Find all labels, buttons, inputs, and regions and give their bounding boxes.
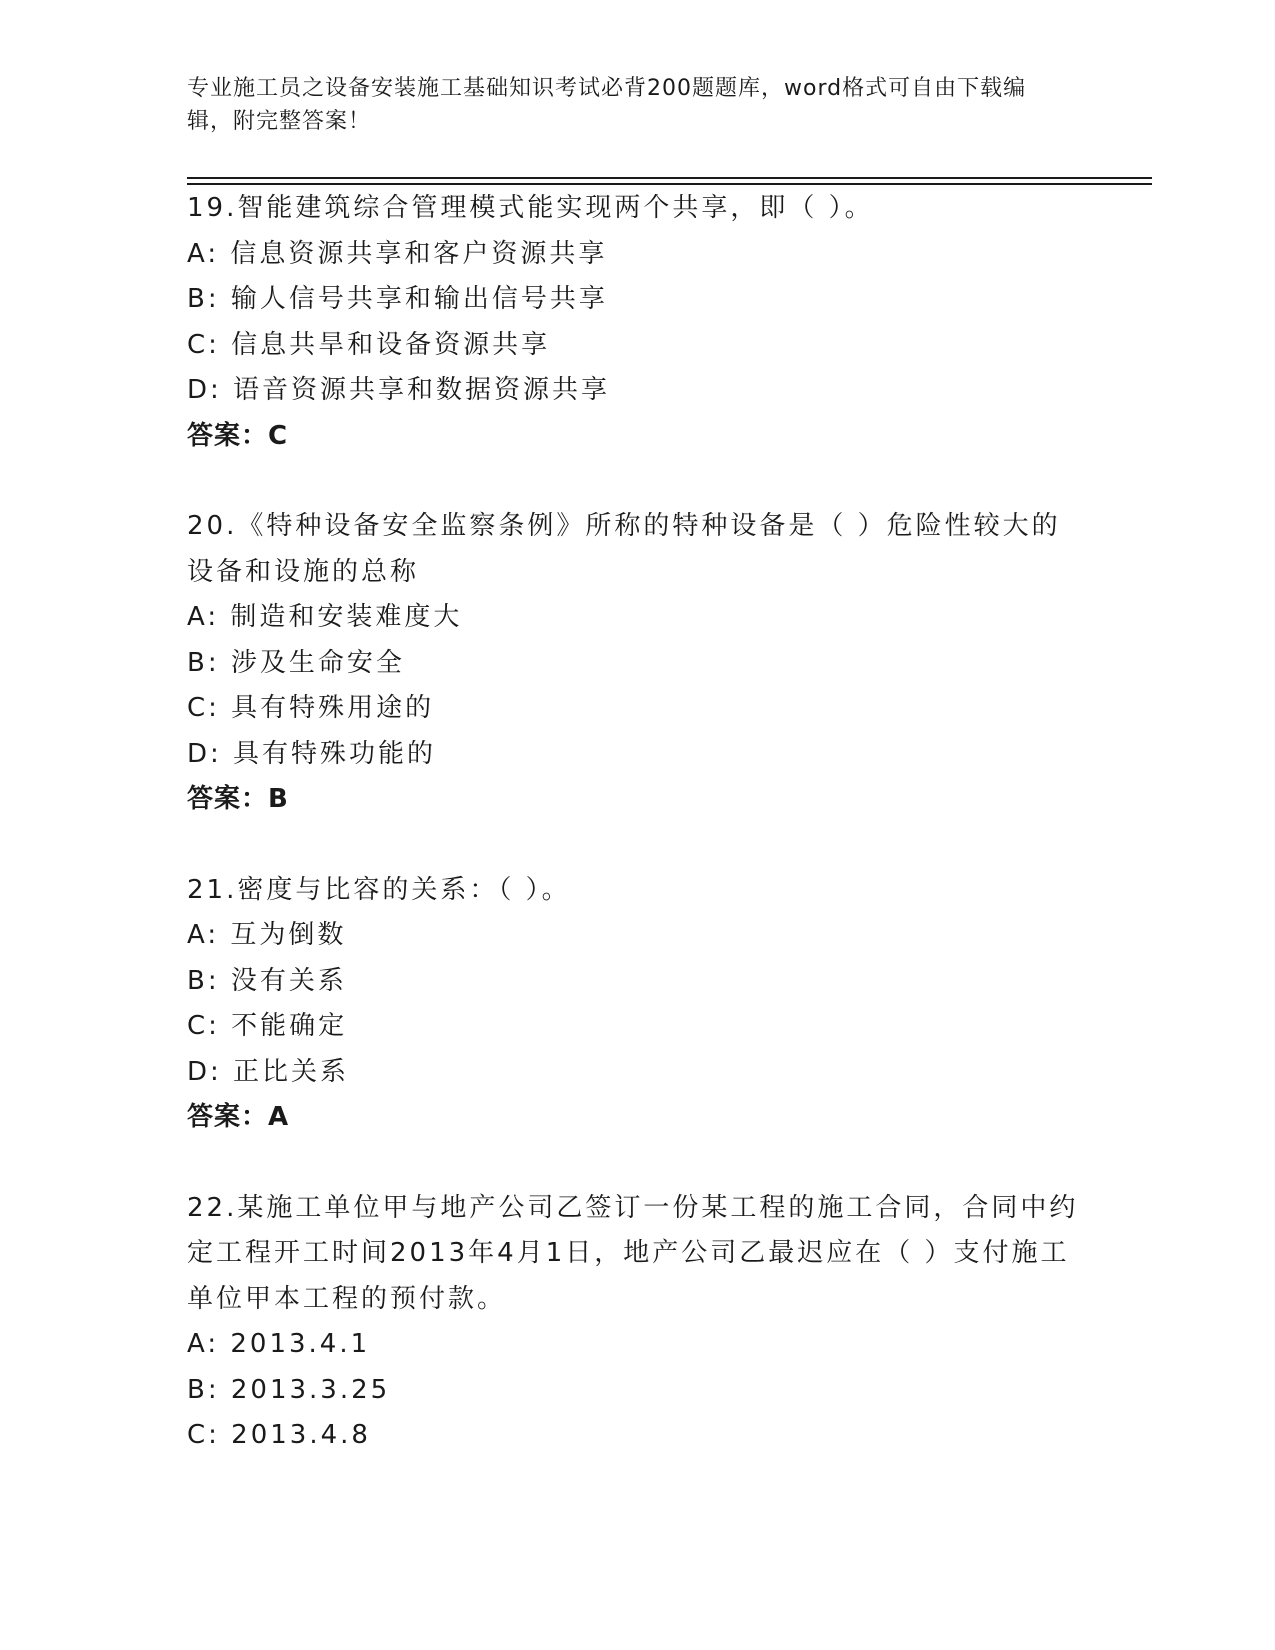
option-d: D: 具有特殊功能的 — [187, 738, 437, 769]
question-list — [187, 186, 1087, 1504]
option-a: A: 信息资源共享和客户资源共享 — [187, 238, 608, 269]
question-21 — [187, 868, 1087, 1141]
option-a: A: 制造和安装难度大 — [187, 602, 463, 632]
header-divider-bottom — [187, 183, 1152, 185]
option-b: B: 涉及生命安全 — [187, 647, 405, 678]
answer: 答案：C — [187, 420, 289, 451]
option-b: B: 没有关系 — [187, 965, 347, 996]
option-a: A: 2013.4.1 — [187, 1329, 371, 1359]
question-stem: 19.智能建筑综合管理模式能实现两个共享，即（ ）。 — [187, 193, 874, 223]
question-22 — [187, 1186, 1087, 1459]
option-c: C: 2013.4.8 — [187, 1420, 371, 1450]
question-20 — [187, 504, 1087, 823]
option-c: C: 具有特殊用途的 — [187, 693, 435, 723]
answer: 答案：A — [187, 1102, 290, 1132]
question-stem: 20.《特种设备安全监察条例》所称的特种设备是（ ）危险性较大的设备和设施的总称 — [187, 511, 1061, 587]
option-c: C: 不能确定 — [187, 1011, 348, 1041]
option-c: C: 信息共旱和设备资源共享 — [187, 329, 551, 360]
question-19 — [187, 186, 1087, 459]
option-a: A: 互为倒数 — [187, 920, 347, 950]
option-d: D: 语音资源共享和数据资源共享 — [187, 375, 611, 405]
option-b: B: 输人信号共享和输出信号共享 — [187, 284, 608, 314]
answer: 答案：B — [187, 784, 289, 814]
document-header: 专业施工员之设备安装施工基础知识考试必背200题题库，word格式可自由下载编辑，附完整答案！ — [187, 76, 1027, 134]
option-d: D: 正比关系 — [187, 1056, 350, 1087]
option-b: B: 2013.3.25 — [187, 1374, 391, 1405]
header-divider-top — [187, 177, 1152, 179]
question-stem: 22.某施工单位甲与地产公司乙签订一份某工程的施工合同，合同中约定工程开工时间2013年4月1日，地产公司乙最迟应在（ ）支付施工单位甲本工程的预付款。 — [187, 1192, 1079, 1314]
question-stem: 21.密度与比容的关系：（ ）。 — [187, 874, 571, 905]
